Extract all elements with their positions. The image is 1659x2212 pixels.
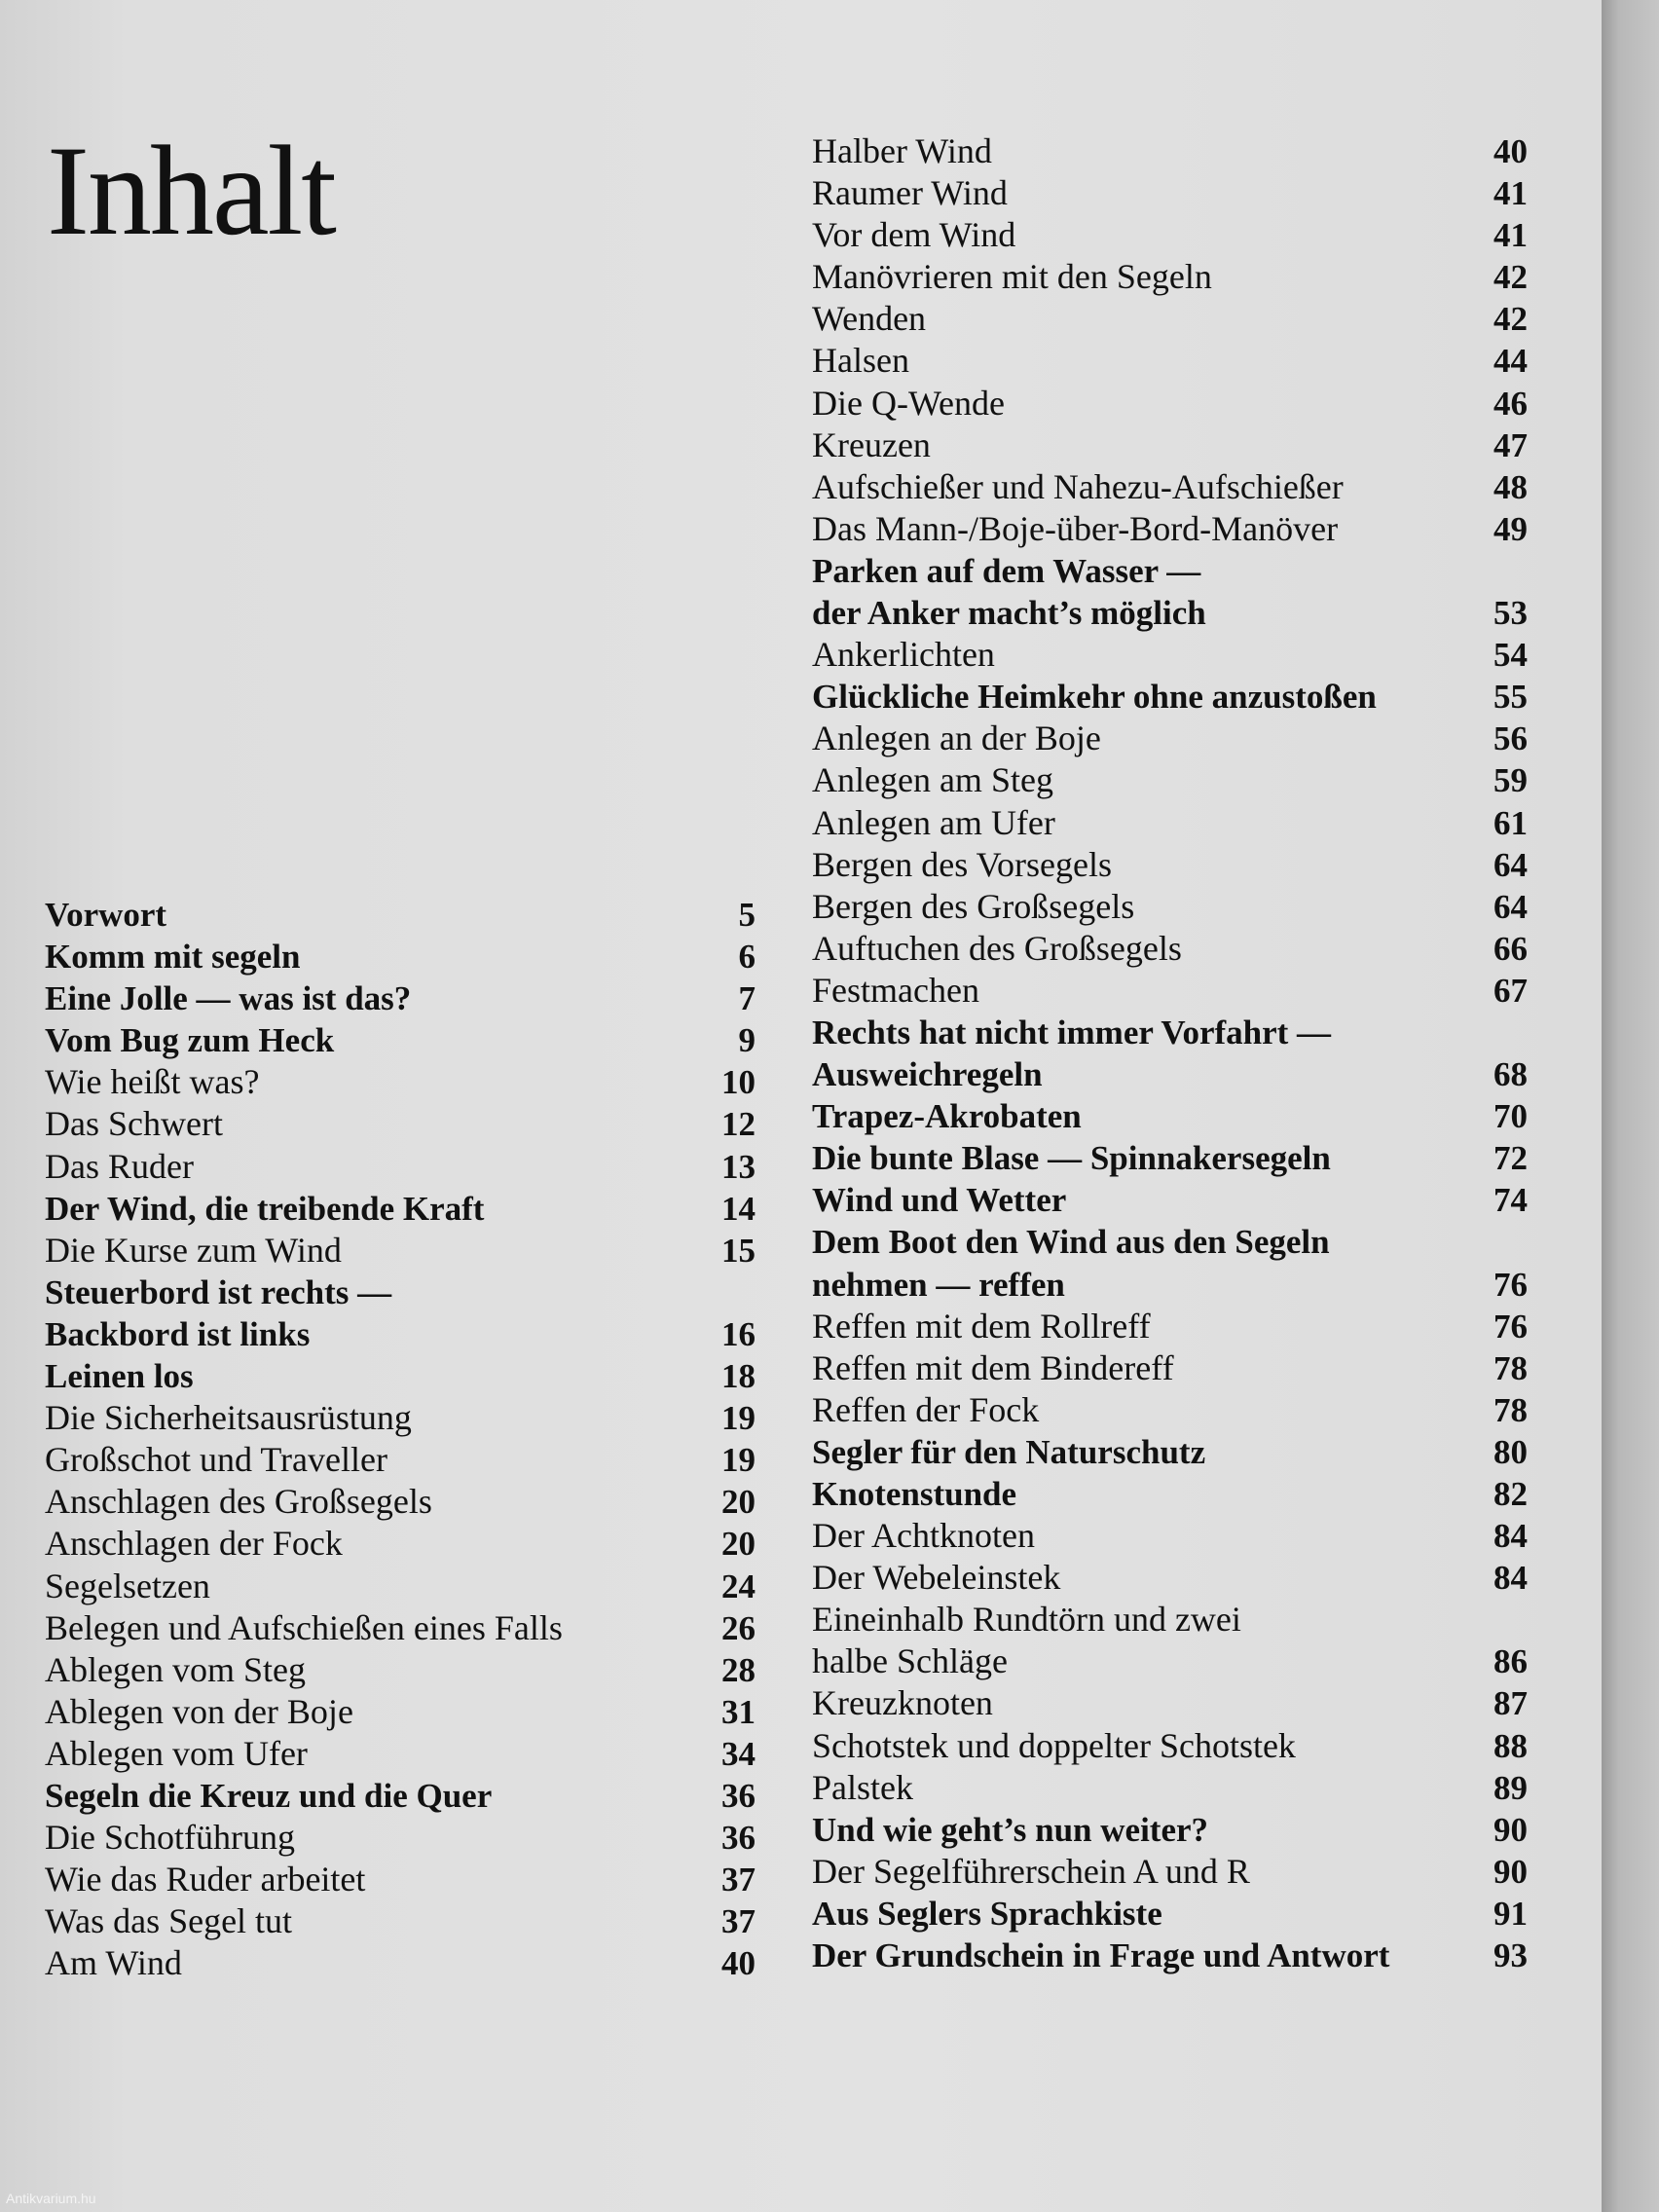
toc-entry — [812, 802, 1528, 844]
toc-entry — [812, 1557, 1528, 1599]
toc-entry — [812, 1053, 1528, 1095]
toc-entry-page: 68 — [1493, 1055, 1528, 1094]
toc-entry-title: Trapez-Akrobaten — [812, 1097, 1082, 1136]
toc-entry-title: Ablegen vom Steg — [45, 1649, 306, 1689]
toc-entry-title: Festmachen — [812, 970, 979, 1010]
toc-entry-title: Ausweichregeln — [812, 1055, 1043, 1094]
toc-entry-title: Kreuzknoten — [812, 1683, 993, 1723]
toc-entry-title: Das Ruder — [45, 1146, 194, 1186]
toc-entry-title: nehmen — reffen — [812, 1265, 1065, 1304]
toc-entry-title: Palstek — [812, 1767, 913, 1807]
toc-entry-page: 59 — [1493, 761, 1528, 800]
toc-entry — [812, 424, 1528, 466]
toc-entry — [45, 1481, 756, 1523]
toc-entry-title: Anschlagen des Großsegels — [45, 1482, 432, 1522]
toc-entry-page: 82 — [1493, 1475, 1528, 1513]
toc-entry-title: Leinen los — [45, 1357, 194, 1396]
toc-entry-title: Komm mit segeln — [45, 938, 301, 977]
toc-entry-title: Am Wind — [45, 1943, 182, 1983]
toc-entry-page: 53 — [1493, 594, 1528, 633]
toc-entry-page: 54 — [1493, 636, 1528, 675]
toc-entry-title: Und wie geht’s nun weiter? — [812, 1810, 1209, 1849]
toc-entry-page: 56 — [1493, 719, 1528, 758]
toc-entry-title: Aufschießer und Nahezu-Aufschießer — [812, 466, 1344, 506]
toc-entry — [812, 970, 1528, 1012]
toc-entry-page: 18 — [721, 1357, 756, 1396]
toc-entry — [45, 1230, 756, 1272]
toc-entry-page: 55 — [1493, 678, 1528, 717]
toc-entry-title: Die bunte Blase — Spinnakersegeln — [812, 1139, 1331, 1178]
toc-entry-title: Die Q-Wende — [812, 383, 1006, 423]
toc-entry-title: Der Achtknoten — [812, 1516, 1035, 1556]
toc-entry-page: 20 — [721, 1483, 756, 1522]
toc-entry-page: 61 — [1493, 803, 1528, 842]
toc-entry-title: Parken auf dem Wasser — — [812, 551, 1201, 590]
toc-entry-page: 76 — [1493, 1307, 1528, 1346]
toc-entry-title: halbe Schläge — [812, 1641, 1008, 1681]
toc-entry-page: 64 — [1493, 845, 1528, 884]
toc-entry-page: 48 — [1493, 467, 1528, 506]
toc-entry-page: 84 — [1493, 1517, 1528, 1556]
toc-entry-title: Glückliche Heimkehr ohne anzustoßen — [812, 678, 1377, 717]
book-edge — [1602, 0, 1659, 2212]
toc-entry-page: 67 — [1493, 971, 1528, 1010]
toc-entry-page: 12 — [721, 1105, 756, 1144]
toc-entry — [812, 718, 1528, 759]
toc-entry-title: Eine Jolle — was ist das? — [45, 979, 412, 1018]
toc-entry-page: 49 — [1493, 509, 1528, 548]
toc-entry-page: 44 — [1493, 342, 1528, 381]
toc-entry-page: 47 — [1493, 425, 1528, 464]
toc-entry-title: Ankerlichten — [812, 635, 995, 675]
toc-entry-title: Kreuzen — [812, 424, 931, 464]
toc-entry-page: 87 — [1493, 1684, 1528, 1723]
toc-entry — [812, 1473, 1528, 1515]
toc-entry-title: Steuerbord ist rechts — — [45, 1272, 392, 1311]
toc-entry — [812, 172, 1528, 214]
toc-entry-page: 13 — [721, 1147, 756, 1186]
toc-entry-title: Vorwort — [45, 896, 167, 934]
toc-entry-page: 34 — [721, 1734, 756, 1773]
toc-entry-title: Was das Segel tut — [45, 1901, 293, 1941]
toc-entry-title: Segelsetzen — [45, 1566, 210, 1605]
toc-entry — [812, 550, 1528, 592]
toc-entry — [812, 1935, 1528, 1976]
toc-entry-title: Reffen mit dem Bindereff — [812, 1347, 1174, 1387]
toc-entry — [812, 1137, 1528, 1179]
toc-entry — [812, 383, 1528, 424]
toc-entry-page: 40 — [721, 1944, 756, 1983]
toc-entry — [812, 298, 1528, 340]
toc-entry — [45, 1146, 756, 1188]
toc-entry — [812, 1809, 1528, 1851]
toc-entry — [45, 1061, 756, 1103]
toc-entry-title: Segeln die Kreuz und die Quer — [45, 1776, 493, 1815]
toc-entry-page: 16 — [721, 1314, 756, 1353]
toc-entry — [45, 1733, 756, 1775]
toc-entry-title: Halsen — [812, 341, 909, 381]
toc-entry-title: Wenden — [812, 299, 927, 339]
toc-entry — [812, 256, 1528, 298]
toc-entry-title: Segler für den Naturschutz — [812, 1432, 1206, 1471]
toc-entry-title: Das Mann-/Boje-über-Bord-Manöver — [812, 508, 1339, 548]
toc-entry-title: der Anker macht’s möglich — [812, 594, 1206, 633]
toc-entry — [812, 340, 1528, 382]
toc-entry — [45, 1691, 756, 1733]
toc-entry-page: 42 — [1493, 258, 1528, 297]
toc-entry-title: Die Schotführung — [45, 1818, 295, 1858]
toc-entry — [45, 936, 756, 977]
toc-entry — [812, 1725, 1528, 1767]
toc-entry — [812, 1641, 1528, 1682]
toc-entry-title: Wie das Ruder arbeitet — [45, 1860, 366, 1899]
toc-entry — [45, 894, 756, 936]
toc-entry-page: 24 — [721, 1567, 756, 1605]
toc-entry-page: 37 — [721, 1861, 756, 1899]
toc-entry — [812, 592, 1528, 634]
toc-entry-page: 19 — [721, 1441, 756, 1480]
toc-entry — [812, 1347, 1528, 1389]
toc-entry-page: 40 — [1493, 132, 1528, 170]
toc-entry-title: Der Wind, die treibende Kraft — [45, 1189, 485, 1228]
toc-entry — [812, 759, 1528, 801]
watermark: Antikvarium.hu — [6, 2191, 96, 2206]
toc-entry-page: 88 — [1493, 1726, 1528, 1765]
toc-entry — [812, 466, 1528, 508]
toc-entry-page: 7 — [738, 979, 756, 1018]
toc-entry-page: 36 — [721, 1776, 756, 1815]
toc-entry-page: 93 — [1493, 1936, 1528, 1975]
toc-entry — [45, 1942, 756, 1984]
toc-entry-title: Wind und Wetter — [812, 1181, 1067, 1220]
toc-entry-page: 74 — [1493, 1181, 1528, 1220]
toc-entry-title: Vom Bug zum Heck — [45, 1021, 335, 1060]
toc-entry — [812, 1012, 1528, 1053]
toc-entry-page: 89 — [1493, 1768, 1528, 1807]
toc-entry — [812, 1767, 1528, 1809]
toc-entry-title: Anlegen am Steg — [812, 760, 1053, 800]
toc-entry-page: 86 — [1493, 1642, 1528, 1681]
toc-entry-page: 66 — [1493, 929, 1528, 968]
toc-entry-page: 64 — [1493, 887, 1528, 926]
toc-entry-page: 36 — [721, 1819, 756, 1858]
toc-entry-page: 90 — [1493, 1852, 1528, 1891]
toc-entry-title: Belegen und Aufschießen eines Falls — [45, 1607, 563, 1647]
toc-entry-page: 72 — [1493, 1139, 1528, 1178]
toc-entry-page: 70 — [1493, 1097, 1528, 1136]
toc-entry-title: Schotstek und doppelter Schotstek — [812, 1725, 1296, 1765]
toc-entry-title: Die Kurse zum Wind — [45, 1230, 342, 1270]
toc-entry — [812, 1851, 1528, 1893]
toc-entry-page: 84 — [1493, 1559, 1528, 1598]
toc-entry-page: 91 — [1493, 1894, 1528, 1933]
toc-entry-page: 42 — [1493, 300, 1528, 339]
toc-entry-page: 41 — [1493, 174, 1528, 213]
toc-entry-title: Ablegen von der Boje — [45, 1691, 353, 1731]
toc-entry-page: 15 — [721, 1231, 756, 1270]
toc-entry-page: 46 — [1493, 384, 1528, 423]
toc-entry — [812, 1264, 1528, 1306]
toc-entry — [812, 1179, 1528, 1221]
toc-entry-title: Anlegen am Ufer — [812, 802, 1055, 842]
toc-entry-title: Manövrieren mit den Segeln — [812, 257, 1212, 297]
toc-entry-page: 6 — [738, 938, 756, 977]
toc-entry-page: 10 — [721, 1063, 756, 1102]
toc-entry-title: Der Grundschein in Frage und Antwort — [812, 1936, 1390, 1975]
toc-entry-page: 37 — [721, 1902, 756, 1941]
toc-entry — [45, 977, 756, 1019]
toc-entry — [45, 1272, 756, 1313]
toc-entry-title: Anlegen an der Boje — [812, 719, 1101, 758]
toc-entry-page: 26 — [721, 1608, 756, 1647]
toc-entry — [812, 886, 1528, 928]
toc-entry — [812, 130, 1528, 172]
toc-entry-page: 78 — [1493, 1390, 1528, 1429]
toc-entry — [45, 1900, 756, 1942]
toc-entry-page: 90 — [1493, 1810, 1528, 1849]
toc-entry-page: 41 — [1493, 216, 1528, 255]
toc-entry — [812, 1893, 1528, 1935]
toc-entry-title: Knotenstunde — [812, 1475, 1017, 1513]
toc-right-column — [812, 130, 1528, 1976]
toc-entry — [45, 1566, 756, 1607]
toc-entry-title: Eineinhalb Rundtörn und zwei — [812, 1600, 1241, 1640]
toc-entry-title: Aus Seglers Sprachkiste — [812, 1894, 1162, 1933]
toc-entry-title: Auftuchen des Großsegels — [812, 928, 1182, 968]
toc-entry-page: 31 — [721, 1692, 756, 1731]
toc-entry-page: 78 — [1493, 1348, 1528, 1387]
toc-entry-title: Bergen des Großsegels — [812, 886, 1135, 926]
toc-entry — [45, 1397, 756, 1439]
toc-entry-title: Der Segelführerschein A und R — [812, 1851, 1250, 1891]
toc-entry — [812, 844, 1528, 886]
toc-entry-page: 5 — [738, 896, 756, 934]
toc-entry-title: Reffen mit dem Rollreff — [812, 1306, 1151, 1346]
toc-entry-title: Wie heißt was? — [45, 1062, 260, 1102]
toc-entry — [45, 1817, 756, 1859]
toc-entry — [812, 214, 1528, 256]
toc-left-column — [45, 894, 756, 1984]
toc-entry-title: Das Schwert — [45, 1104, 223, 1144]
toc-entry — [45, 1019, 756, 1061]
toc-entry-page: 76 — [1493, 1265, 1528, 1304]
page-title: Inhalt — [47, 119, 335, 262]
toc-entry — [45, 1103, 756, 1145]
toc-entry — [45, 1523, 756, 1565]
toc-entry-title: Die Sicherheitsausrüstung — [45, 1398, 412, 1438]
toc-entry — [45, 1188, 756, 1230]
toc-entry — [812, 508, 1528, 550]
toc-entry — [812, 1095, 1528, 1137]
toc-entry-title: Reffen der Fock — [812, 1389, 1040, 1429]
toc-entry — [812, 1599, 1528, 1641]
toc-entry-title: Der Webeleinstek — [812, 1558, 1061, 1598]
toc-entry — [812, 1515, 1528, 1557]
toc-entry-page: 80 — [1493, 1432, 1528, 1471]
toc-entry — [812, 1306, 1528, 1347]
toc-entry-title: Vor dem Wind — [812, 215, 1016, 255]
toc-entry — [45, 1313, 756, 1355]
toc-entry-page: 28 — [721, 1650, 756, 1689]
toc-entry-title: Halber Wind — [812, 131, 992, 170]
toc-entry — [812, 1221, 1528, 1263]
toc-entry — [45, 1355, 756, 1397]
toc-entry — [812, 1389, 1528, 1431]
toc-entry-page: 14 — [721, 1189, 756, 1228]
toc-entry — [812, 928, 1528, 970]
toc-entry — [45, 1607, 756, 1649]
toc-entry-title: Bergen des Vorsegels — [812, 844, 1112, 884]
toc-entry — [45, 1775, 756, 1817]
toc-entry-title: Ablegen vom Ufer — [45, 1733, 308, 1773]
toc-entry-title: Anschlagen der Fock — [45, 1524, 343, 1564]
toc-entry — [812, 1682, 1528, 1724]
toc-entry-title: Großschot und Traveller — [45, 1440, 387, 1480]
toc-entry-page: 20 — [721, 1525, 756, 1564]
toc-entry-title: Dem Boot den Wind aus den Segeln — [812, 1223, 1330, 1262]
toc-entry — [812, 1431, 1528, 1473]
toc-entry-page: 9 — [738, 1021, 756, 1060]
toc-entry — [45, 1859, 756, 1900]
toc-entry — [812, 676, 1528, 718]
toc-entry — [45, 1439, 756, 1481]
toc-entry — [812, 634, 1528, 676]
toc-entry — [45, 1649, 756, 1691]
toc-entry-title: Backbord ist links — [45, 1314, 311, 1353]
toc-entry-page: 19 — [721, 1399, 756, 1438]
toc-entry-title: Raumer Wind — [812, 173, 1008, 213]
toc-entry-title: Rechts hat nicht immer Vorfahrt — — [812, 1013, 1332, 1051]
